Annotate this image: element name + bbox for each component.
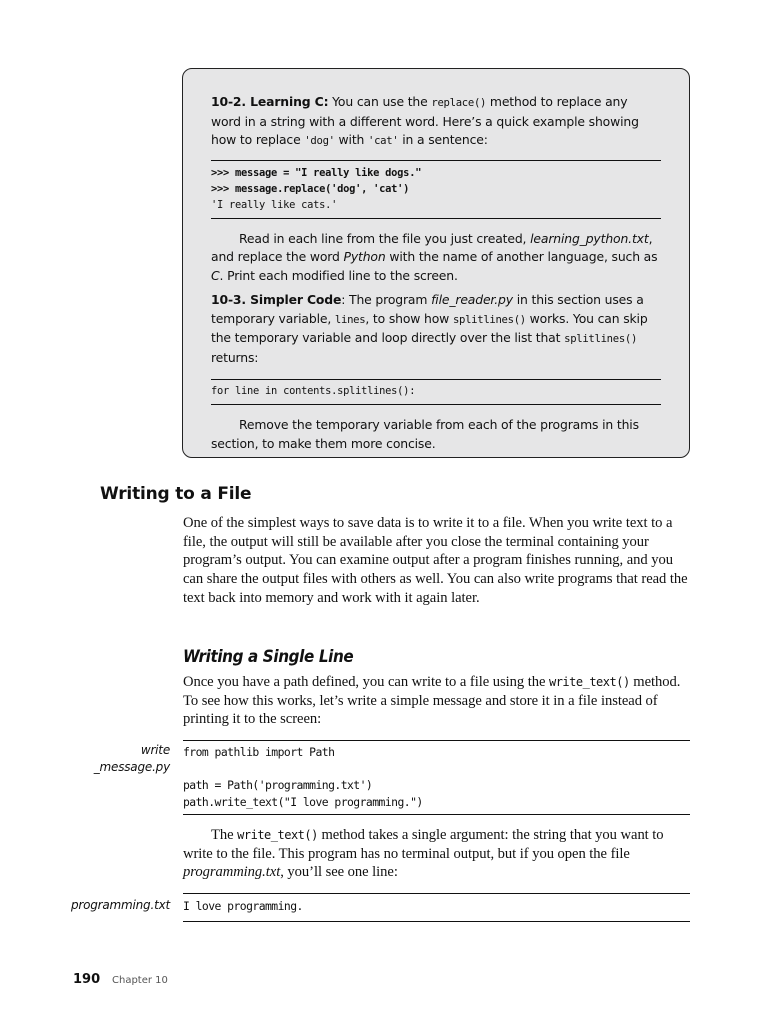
code-line: 'I really like cats.' [211,198,338,211]
label-line: write [140,743,170,757]
code-listing-write-message [183,740,690,815]
inline-code: write_text() [548,675,630,689]
code-line [183,761,690,778]
code-line: path.write_text("I love programming.") [183,794,423,809]
chapter-label: Chapter 10 [112,975,168,986]
text-span: in this section uses a temporary variable, [211,292,644,326]
text-span: : The program [341,292,432,307]
text-span: method. To see how this works, let’s write a simple message and store it in a file instead of printing it to the screen: [183,674,681,728]
exercise-10-3-code-listing [211,379,661,405]
inline-code: write_text() [237,828,318,842]
code-line: I love programming. [183,899,303,913]
code-line: from pathlib import Path [183,745,335,759]
text-span: The [211,827,238,843]
code-line: for line in contents.splitlines(): [211,385,416,397]
inline-code: lines [334,313,366,326]
exercise-10-2-intro [211,93,661,151]
subsection-paragraph-1 [183,673,693,729]
exercise-10-3-instructions: Remove the temporary variable from each of the programs in this section, to make them more concise. [211,417,639,451]
inline-code: splitlines() [452,313,526,326]
exercise-10-2-code-listing [211,160,661,219]
inline-code: 'dog' [304,135,335,147]
inline-code: splitlines() [564,333,638,345]
exercise-box-content [211,93,661,453]
exercise-10-3-intro [211,291,661,367]
code-listing-output [183,893,690,922]
filename: file_reader.py [431,292,513,307]
inline-code: replace() [431,97,487,109]
text-span: . Print each modified line to the screen. [219,267,458,283]
subsection-paragraph-2 [183,826,693,882]
text-span: with the name of another language, such as [385,249,658,264]
inline-code: 'cat' [368,135,399,147]
text-span: in a sentence: [398,132,488,147]
emphasis: C [211,267,220,283]
filename: learning_python.txt [530,230,649,246]
text-span: Read in each line from the file you just created, [239,230,531,246]
text-span: method to replace any word in a string with a different word. Here’s a quick example showing how to replace [211,94,639,147]
text-span: , to show how [365,310,453,326]
page-number: 190 [73,972,101,987]
text-span: You can use the [328,94,432,109]
listing-filename-label [94,742,170,776]
text-span: with [334,132,369,147]
exercise-10-3-title: 10-3. Simpler Code [211,292,342,307]
text-span: , you’ll see one line: [280,864,398,881]
code-line: >>> message = "I really like dogs." [211,166,422,179]
label-line: _message.py [93,760,170,774]
text-span: , and replace the word [211,230,653,264]
text-span: method takes a single argument: the string that you want to write to the file. This program has no terminal output, but if you open the file [183,827,664,862]
emphasis: Python [343,249,386,264]
text-span: returns: [211,349,259,365]
text-span: Once you have a path defined, you can write to a file using the [183,674,549,690]
exercise-box [182,68,690,458]
output-filename-label: programming.txt [70,898,170,912]
section-intro-paragraph: One of the simplest ways to save data is to write it to a file. When you write text to a file, the output will still be available after you close the terminal containing your program’s output. You can examine output after a program finishes running, and you can share the output files with others as well. You can also write programs that read the text back into memory and work with it again later. [183,515,688,606]
exercise-10-2-title: 10-2. Learning C: [211,94,329,109]
section-heading: Writing to a File [100,484,252,504]
code-line: >>> message.replace('dog', 'cat') [211,182,410,195]
filename: programming.txt [183,864,281,881]
exercise-10-2-instructions [211,230,661,286]
text-span: works. You can skip the temporary variable and loop directly over the list that [211,310,648,345]
subsection-heading: Writing a Single Line [183,647,354,666]
code-line: path = Path('programming.txt') [183,778,373,792]
